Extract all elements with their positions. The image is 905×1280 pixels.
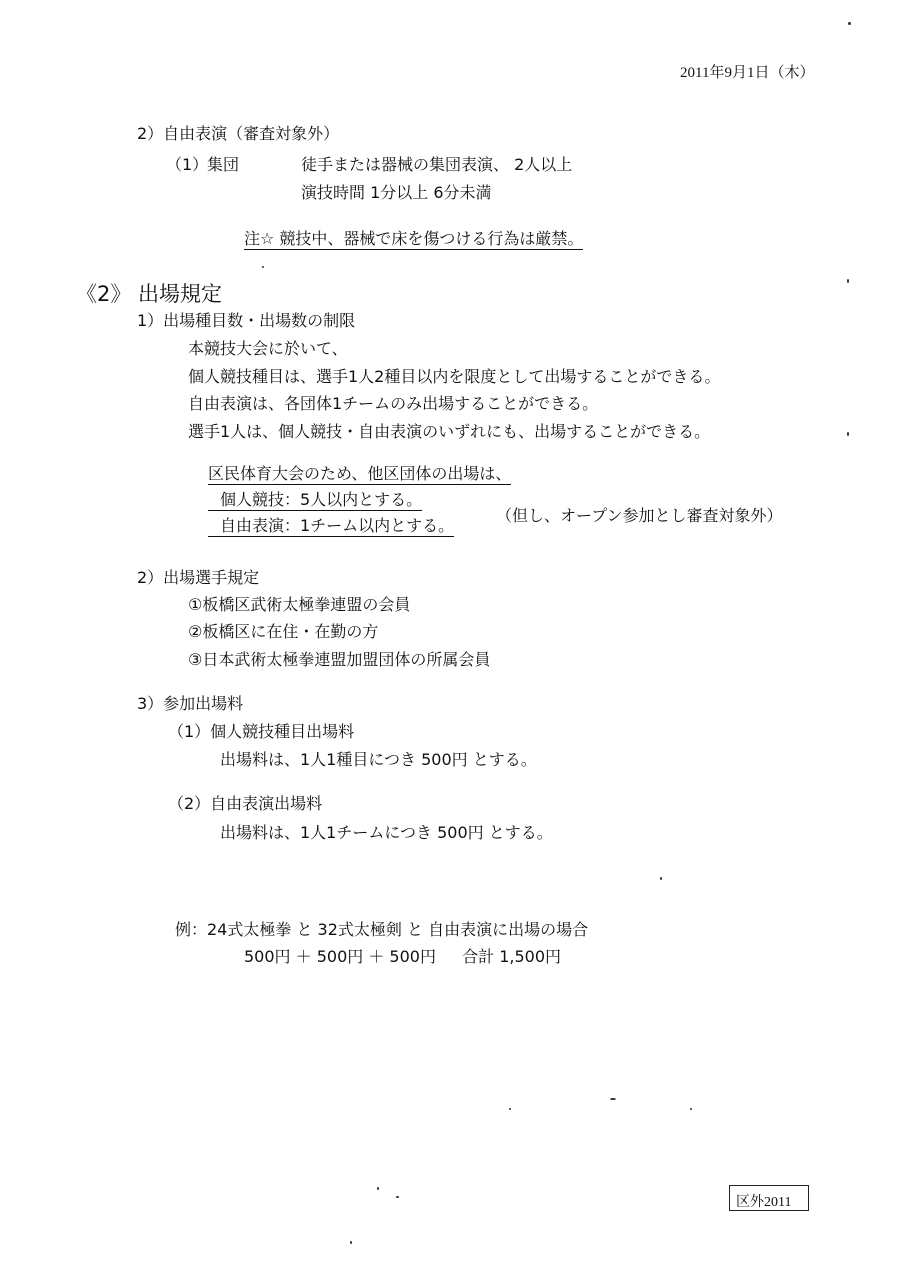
group-label: 集団 [207, 155, 240, 174]
fee-example-line-1: 例：24式太極拳 と 32式太極剣 と 自由表演に出場の場合 [175, 920, 589, 939]
performance-time: 演技時間 1分以上 6分未満 [301, 183, 492, 202]
scan-speck [262, 266, 264, 268]
free-performance-heading: 2）自由表演（審査対象外） [137, 124, 340, 143]
fee-example-line-2: 500円 ＋ 500円 ＋ 500円 合計 1,500円 [244, 947, 562, 966]
free-fee-text: 出場料は、1人1チームにつき 500円 とする。 [220, 823, 553, 842]
individual-fee-heading: （1）個人競技種目出場料 [168, 722, 355, 741]
group-number: （1） [166, 155, 209, 174]
limits-heading: 1）出場種目数・出場数の制限 [137, 311, 356, 330]
document-code: 区外2011 [736, 1195, 792, 1210]
open-participation-note: （但し、オープン参加とし審査対象外） [496, 506, 783, 525]
scan-speck [848, 22, 851, 25]
limits-line-2: 個人競技種目は、選手1人2種目以内を限度として出場することができる。 [188, 367, 721, 386]
section-title: 《2》 出場規定 [76, 282, 223, 306]
floor-damage-note: 注☆ 競技中、器械で床を傷つける行為は厳禁。 [244, 229, 584, 248]
scan-speck [377, 1187, 379, 1190]
eligibility-item-3: ③日本武術太極拳連盟加盟団体の所属会員 [188, 650, 491, 669]
scan-speck [847, 279, 849, 283]
limits-line-4: 選手1人は、個人競技・自由表演のいずれにも、出場することができる。 [188, 422, 711, 441]
scan-speck [396, 1196, 399, 1198]
scan-speck [610, 1098, 616, 1100]
free-fee-heading: （2）自由表演出場料 [168, 794, 323, 813]
limits-line-1: 本競技大会に於いて、 [188, 339, 348, 358]
individual-fee-text: 出場料は、1人1種目につき 500円 とする。 [220, 750, 537, 769]
eligibility-heading: 2）出場選手規定 [137, 568, 260, 587]
document-code-box [729, 1185, 809, 1211]
document-date: 2011年9月1日（木） [680, 65, 815, 81]
scan-speck [660, 877, 662, 880]
scan-speck [847, 432, 849, 436]
limits-line-3: 自由表演は、各団体1チームのみ出場することができる。 [188, 394, 599, 413]
eligibility-item-1: ①板橋区武術太極拳連盟の会員 [188, 595, 411, 614]
scan-speck [350, 1241, 352, 1244]
scan-speck [690, 1108, 692, 1110]
other-ward-line-2: 個人競技：5人以内とする。 [208, 492, 422, 511]
eligibility-item-2: ②板橋区に在住・在勤の方 [188, 622, 379, 641]
scan-speck [509, 1108, 511, 1110]
fees-heading: 3）参加出場料 [137, 694, 244, 713]
group-description: 徒手または器械の集団表演、 2人以上 [301, 155, 573, 174]
other-ward-line-1: 区民体育大会のため、他区団体の出場は、 [208, 464, 512, 483]
other-ward-line-3: 自由表演：1チーム以内とする。 [208, 518, 454, 537]
